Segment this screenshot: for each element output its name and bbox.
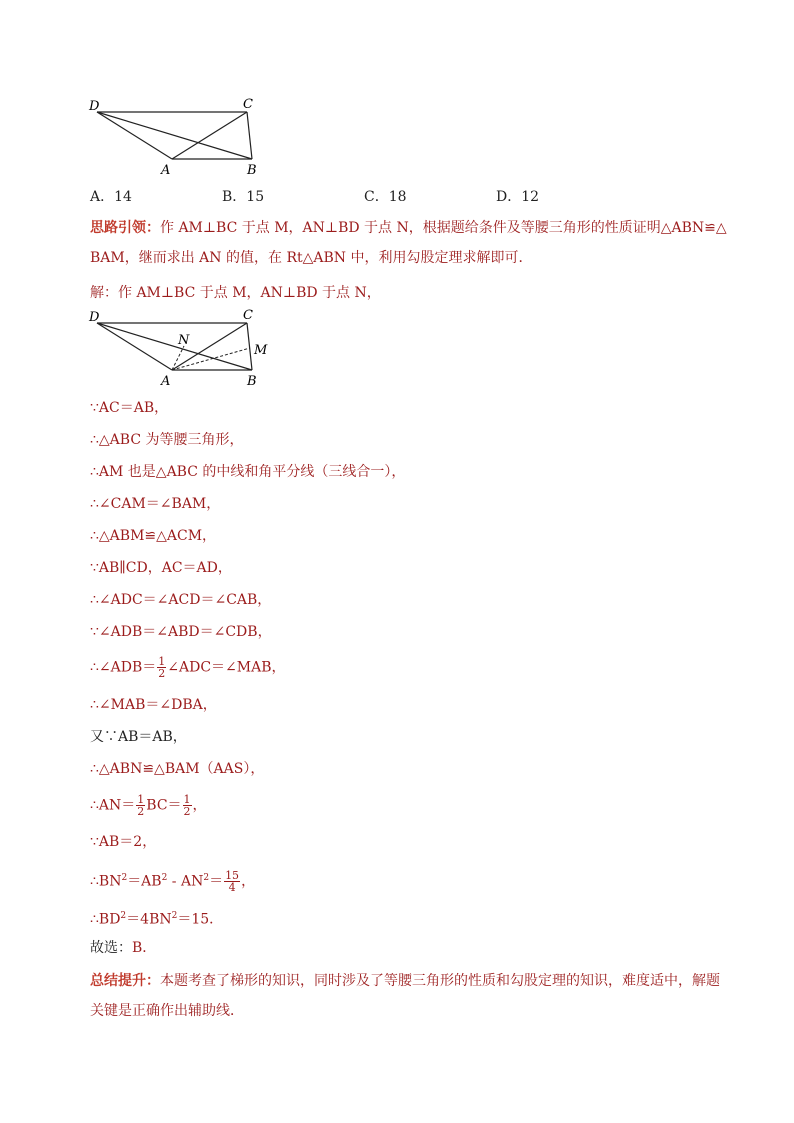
step-11: [90, 727, 187, 747]
frac-num-a: 1: [137, 793, 145, 806]
bd-sup2: 2: [171, 911, 178, 921]
bn-mid2: - AN: [167, 873, 204, 890]
answer-prefix: 故选：: [90, 940, 132, 956]
label-A: A: [161, 163, 171, 178]
frac-den-4: 4: [228, 881, 236, 895]
bn-mid3: ＝: [209, 873, 224, 890]
step-13: [90, 794, 207, 817]
label-B: B: [247, 163, 257, 178]
step-5: ∴△ABM≌△ACM，: [90, 528, 217, 544]
summary-line2: 关键是正确作出辅助线．: [90, 1003, 244, 1019]
summary-paragraph: [90, 966, 740, 1026]
summary-head: 总结提升：: [90, 973, 160, 989]
fraction-15-4: [224, 870, 240, 893]
hint-line1: 作 AM⊥BC 于点 M，AN⊥BD 于点 N，根据题给条件及等腰三角形的性质证明△ABN≌△: [160, 220, 727, 236]
frac-num-15: 15: [225, 869, 240, 883]
figure-trapezoid-1: [85, 95, 275, 180]
label2-C: C: [243, 308, 253, 323]
step-8: ∵∠ADB＝∠ABD＝∠CDB，: [90, 624, 272, 640]
answer-value: B．: [132, 940, 157, 956]
choice-b: B．15: [222, 189, 265, 205]
step-14: ∵AB＝2，: [90, 834, 157, 850]
bd-mid1: ＝4BN: [126, 911, 172, 928]
bn-prefix: ∴BN: [90, 873, 122, 890]
step-6: ∵AB∥CD，AC＝AD，: [90, 560, 232, 576]
bn-sup3: 2: [203, 873, 210, 883]
label2-B: B: [247, 374, 257, 389]
answer-line: [90, 938, 156, 958]
choice-a: A．14: [90, 189, 132, 205]
step-7: ∴∠ADC＝∠ACD＝∠CAB，: [90, 592, 272, 608]
frac-num-b: 1: [183, 793, 191, 806]
bd-prefix: ∴BD: [90, 911, 121, 928]
step11-text: 又∵AB＝AB，: [90, 729, 187, 745]
hint-line2: BAM，继而求出 AN 的值，在 Rt△ABN 中，利用勾股定理求解即可．: [90, 250, 533, 266]
step13-suffix: ，: [192, 797, 207, 814]
step-4: ∴∠CAM＝∠BAM，: [90, 496, 221, 512]
hint-paragraph: [90, 213, 730, 273]
step13-prefix: ∴AN＝: [90, 797, 136, 814]
hint-head: 思路引领：: [90, 220, 160, 236]
solution-intro: [90, 283, 381, 303]
frac-den-a: 2: [137, 805, 145, 818]
label2-M: M: [254, 343, 268, 358]
fraction-one-half: [157, 656, 166, 679]
label2-D: D: [89, 310, 100, 325]
label2-A: A: [161, 374, 171, 389]
label-C: C: [243, 97, 253, 112]
fraction-half-a: [136, 794, 145, 817]
frac-num: 1: [158, 655, 166, 668]
step9-suffix: ∠ADC＝∠MAB，: [167, 659, 286, 676]
solution-text: 作 AM⊥BC 于点 M，AN⊥BD 于点 N，: [118, 285, 381, 301]
bn-mid1: ＝AB: [127, 873, 162, 890]
choice-d: D．12: [496, 189, 540, 205]
bn-sup1: 2: [121, 873, 128, 883]
label-D: D: [89, 99, 100, 114]
bn-suffix: ，: [241, 873, 256, 890]
step-2: ∴△ABC 为等腰三角形，: [90, 432, 244, 448]
label2-N: N: [178, 333, 190, 348]
step9-prefix: ∴∠ADB＝: [90, 659, 157, 676]
figure-trapezoid-2: [85, 306, 285, 391]
step13-mid: BC＝: [146, 797, 182, 814]
bd-suffix: ＝15．: [177, 911, 224, 928]
frac-den-b: 2: [183, 805, 191, 818]
frac-den: 2: [158, 667, 166, 680]
step-9: [90, 656, 286, 679]
bn-sup2: 2: [161, 873, 168, 883]
step-16: [90, 906, 223, 930]
step-1: ∵AC＝AB，: [90, 400, 169, 416]
solution-prefix: 解：: [90, 285, 118, 301]
step-15: [90, 868, 255, 893]
step-3: ∴AM 也是△ABC 的中线和角平分线（三线合一），: [90, 464, 406, 480]
summary-line1: 本题考查了梯形的知识，同时涉及了等腰三角形的性质和勾股定理的知识，难度适中，解题: [160, 973, 720, 989]
step-10: ∴∠MAB＝∠DBA，: [90, 697, 217, 713]
choice-c: C．18: [364, 189, 407, 205]
step-12: ∴△ABN≌△BAM（AAS），: [90, 761, 265, 777]
bd-sup1: 2: [120, 911, 127, 921]
fraction-half-b: [183, 794, 192, 817]
